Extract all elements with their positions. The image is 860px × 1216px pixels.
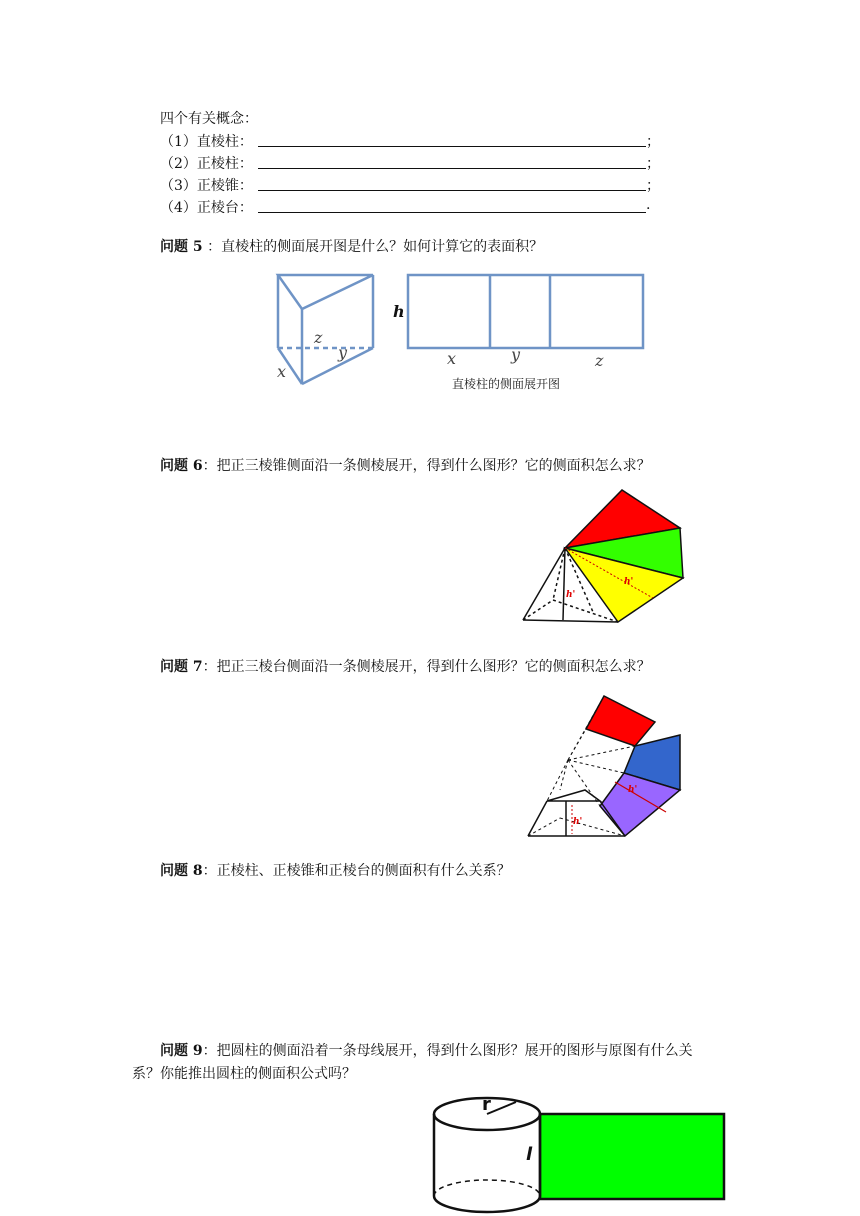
q6-slant-label-1: h' bbox=[566, 590, 576, 600]
q9-body-1: ：把圆柱的侧面沿着一条母线展开，得到什么图形？展开的图形与原图有什么关 bbox=[202, 1043, 693, 1059]
q6-number: 问题 6 bbox=[160, 458, 203, 474]
unfold-h-label: h bbox=[393, 302, 405, 321]
unfold-caption: 直棱柱的侧面展开图 bbox=[452, 377, 561, 391]
q7-slant-label-2: h' bbox=[628, 785, 638, 795]
cylinder-bottom-front bbox=[434, 1196, 540, 1212]
concept-4-label: （4）正棱台： bbox=[160, 200, 253, 216]
concept-4-end: . bbox=[646, 197, 651, 213]
cylinder-unfolded-rectangle bbox=[540, 1114, 724, 1199]
q6-body: ：把正三棱锥侧面沿一条侧棱展开，得到什么图形？它的侧面积怎么求？ bbox=[202, 458, 651, 474]
cylinder-bottom-back bbox=[434, 1180, 540, 1196]
concept-1-label: （1）直棱柱： bbox=[160, 134, 253, 150]
q5-number: 问题 5 bbox=[160, 239, 203, 255]
concept-3-end: ； bbox=[646, 178, 660, 194]
unfold-y-label: y bbox=[511, 345, 521, 364]
q5-body: ：直棱柱的侧面展开图是什么？如何计算它的表面积？ bbox=[202, 239, 544, 255]
prism-z-label: z bbox=[314, 328, 323, 347]
q8-number: 问题 8 bbox=[160, 863, 203, 879]
concept-3-label: （3）正棱锥： bbox=[160, 178, 253, 194]
q7-number: 问题 7 bbox=[160, 659, 203, 675]
cylinder-r-label: r bbox=[482, 1094, 491, 1115]
cylinder-l-label: l bbox=[526, 1144, 533, 1165]
concept-1-end: ； bbox=[646, 134, 660, 150]
unfold-z-label: z bbox=[595, 351, 604, 370]
concepts-heading: 四个有关概念： bbox=[160, 111, 258, 127]
q8-body: ：正棱柱、正棱锥和正棱台的侧面积有什么关系？ bbox=[202, 863, 511, 879]
cylinder-radius bbox=[487, 1102, 516, 1114]
prism-x-label: x bbox=[277, 362, 287, 381]
concept-2-label: （2）正棱柱： bbox=[160, 156, 253, 172]
q7-slant-label-1: h' bbox=[573, 817, 583, 827]
unfold-x-label: x bbox=[447, 349, 457, 368]
prism-y-label: y bbox=[338, 343, 348, 362]
q6-slant-label-2: h' bbox=[624, 577, 634, 587]
q9-text-line2: 系？你能推出圆柱的侧面积公式吗？ bbox=[132, 1066, 356, 1082]
concept-2-end: ； bbox=[646, 156, 660, 172]
q9-number: 问题 9 bbox=[160, 1043, 203, 1059]
q7-body: ：把正三棱台侧面沿一条侧棱展开，得到什么图形？它的侧面积怎么求？ bbox=[202, 659, 651, 675]
